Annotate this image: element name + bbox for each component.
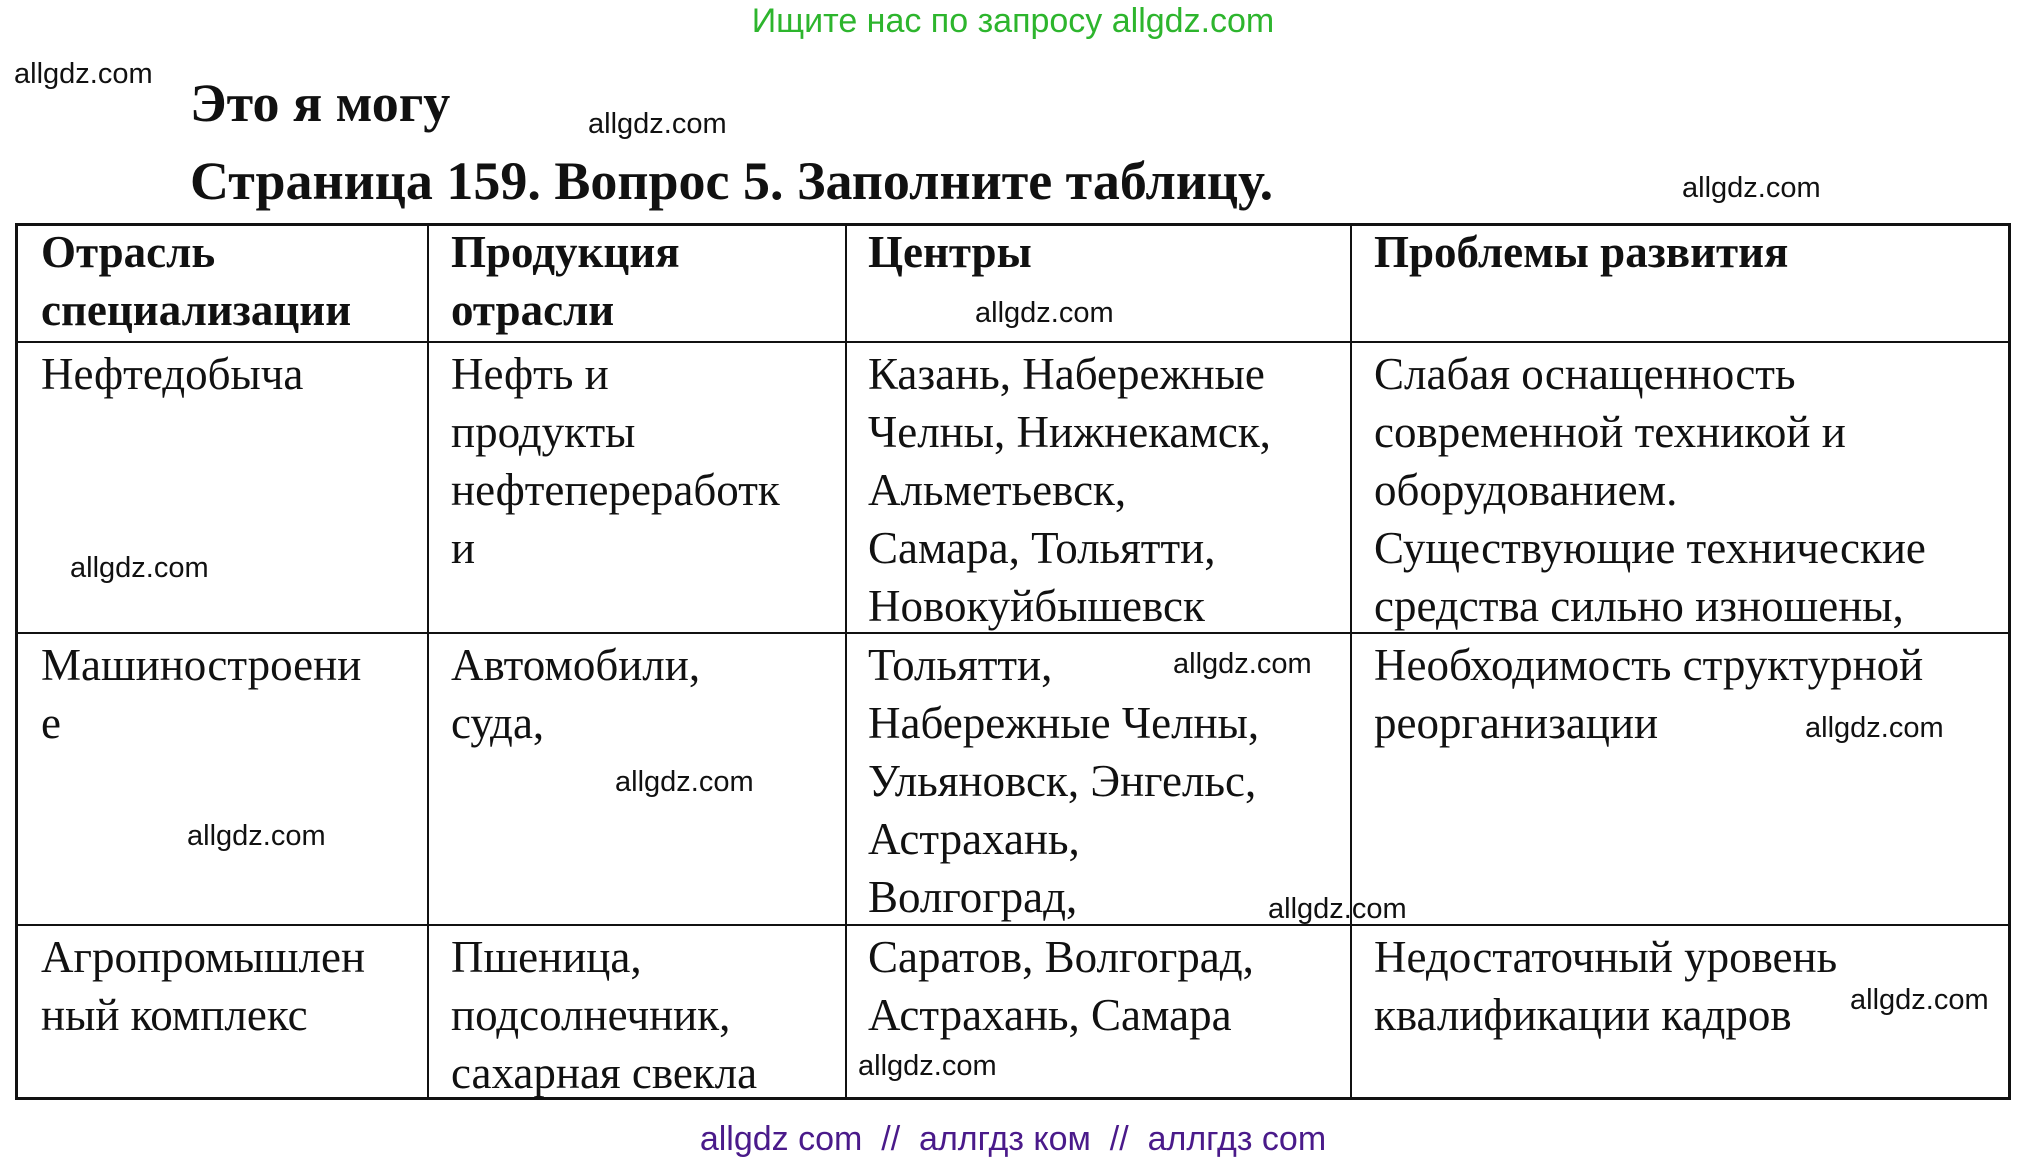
header-branch: Отрасль специализации — [41, 227, 352, 335]
table-cell-centers: Тольятти, Набережные Челны, Ульяновск, Энгельс, Астрахань, Волгоград, — [868, 640, 1260, 922]
table-cell-branch: Агропромышлен ный комплекс — [41, 932, 366, 1040]
table-cell-problems: Недостаточный уровень квалификации кадров — [1374, 932, 1838, 1040]
watermark: allgdz.com — [14, 58, 153, 90]
column-divider — [427, 226, 429, 1097]
watermark: allgdz.com — [1268, 893, 1407, 925]
watermark: allgdz.com — [588, 108, 727, 140]
industry-table — [15, 223, 2011, 1100]
watermark: allgdz.com — [1805, 712, 1944, 744]
watermark: allgdz.com — [1173, 648, 1312, 680]
table-cell-products: Пшеница, подсолнечник, сахарная свекла — [451, 932, 758, 1098]
column-divider — [1350, 226, 1352, 1097]
task-title: Страница 159. Вопрос 5. Заполните таблицу. — [190, 151, 1274, 211]
header-problems: Проблемы развития — [1374, 227, 1789, 277]
search-banner: Ищите нас по запросу allgdz.com — [751, 2, 1275, 40]
watermark: allgdz.com — [615, 766, 754, 798]
table-cell-problems: Необходимость структурной реорганизации — [1374, 640, 1924, 748]
column-divider — [845, 226, 847, 1097]
row-divider — [18, 341, 2008, 343]
header-products: Продукция отрасли — [451, 227, 680, 335]
footer-links: allgdz com // аллгдз ком // аллгдз com — [699, 1120, 1327, 1158]
watermark: allgdz.com — [187, 820, 326, 852]
table-cell-centers: Саратов, Волгоград, Астрахань, Самара — [868, 932, 1254, 1040]
header-centers: Центры — [868, 227, 1032, 277]
table-cell-products: Автомобили, суда, — [451, 640, 701, 748]
watermark: allgdz.com — [70, 552, 209, 584]
watermark: allgdz.com — [1682, 172, 1821, 204]
watermark: allgdz.com — [975, 297, 1114, 329]
table-cell-products: Нефть и продукты нефтепереработк и — [451, 349, 780, 573]
section-title: Это я могу — [190, 73, 451, 133]
watermark: allgdz.com — [1850, 984, 1989, 1016]
watermark: allgdz.com — [858, 1050, 997, 1082]
table-cell-branch: Машиностроени е — [41, 640, 362, 748]
table-cell-branch: Нефтедобыча — [41, 349, 304, 399]
table-cell-problems: Слабая оснащенность современной техникой и оборудованием. Существующие технические средства сильно изношены, — [1374, 349, 1926, 631]
table-cell-centers: Казань, Набережные Челны, Нижнекамск, Альметьевск, Самара, Тольятти, Новокуйбышевск — [868, 349, 1271, 631]
